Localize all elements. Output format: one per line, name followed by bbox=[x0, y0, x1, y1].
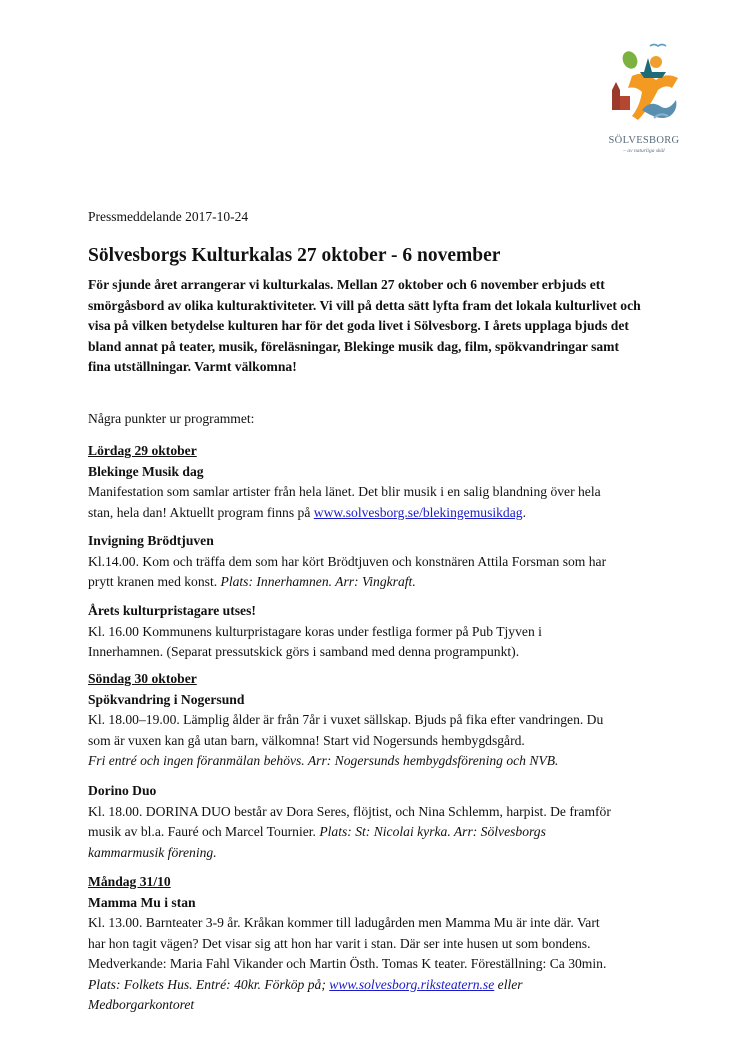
municipality-logo bbox=[598, 40, 690, 162]
event-text: Innerhamnen. (Separat pressutskick görs i samband med denna programpunkt). bbox=[88, 644, 520, 659]
event-venue: kammarmusik förening. bbox=[88, 844, 217, 860]
points-intro: Några punkter ur programmet: bbox=[88, 411, 255, 426]
event-title: Invigning Brödtjuven bbox=[88, 533, 214, 548]
event-title: Spökvandring i Nogersund bbox=[88, 691, 245, 707]
event-venue bbox=[88, 975, 678, 996]
event-text: Kl. 18.00–19.00. Lämplig ålder är från 7år i vuxet sällskap. Bjuds på fika efter vandringen. Du bbox=[88, 712, 604, 727]
event-block-brodtjuven bbox=[88, 531, 678, 593]
event-block-mamma-mu bbox=[88, 872, 678, 1016]
page-title: Sölvesborgs Kulturkalas 27 oktober - 6 november bbox=[88, 245, 501, 266]
solvesborg-emblem-icon bbox=[598, 40, 690, 135]
event-text-part: prytt kranen med konst. bbox=[88, 574, 221, 589]
riksteatern-link[interactable]: www.solvesborg.riksteatern.se bbox=[329, 976, 495, 992]
event-text bbox=[88, 572, 678, 593]
event-text bbox=[88, 822, 678, 843]
day-heading: Måndag 31/10 bbox=[88, 874, 171, 889]
event-text: Kl. 13.00. Barnteater 3-9 år. Kråkan kommer till ladugården men Mamma Mu är inte där. Vart bbox=[88, 915, 600, 930]
day-heading: Lördag 29 oktober bbox=[88, 443, 197, 458]
press-release-date: Pressmeddelande 2017-10-24 bbox=[88, 209, 249, 224]
event-text: Manifestation som samlar artister från hela länet. Det blir musik i en salig blandning över hela bbox=[88, 484, 601, 499]
event-title: Mamma Mu i stan bbox=[88, 894, 196, 910]
event-venue: Medborgarkontoret bbox=[88, 997, 195, 1012]
intro-line: visa på vilken betydelse kulturen har för det goda livet i Sölvesborg. I årets upplaga bjuds det bbox=[88, 318, 629, 333]
intro-line: smörgåsbord av olika kulturaktiviteter. Vi vill på detta sätt lyfta fram det lokala kulturlivet och bbox=[88, 297, 641, 313]
event-text: Kl.14.00. Kom och träffa dem som har kört Brödtjuven och konstnären Attila Forsman som har bbox=[88, 553, 607, 569]
event-text-part: musik av bl.a. Fauré och Marcel Tournier. bbox=[88, 824, 320, 839]
event-text: Kl. 18.00. DORINA DUO består av Dora Seres, flöjtist, och Nina Schlemm, harpist. De framför bbox=[88, 803, 611, 819]
event-text-part: . bbox=[522, 504, 526, 520]
intro-line: För sjunde året arrangerar vi kulturkalas. Mellan 27 oktober och 6 november erbjuds ett bbox=[88, 277, 605, 292]
event-text-part: eller bbox=[494, 976, 523, 992]
event-text: har hon tagit vägen? Det visar sig att hon har varit i stan. Där ser inte husen ut som bondens. bbox=[88, 935, 591, 951]
event-venue: Plats: St: Nicolai kyrka. Arr: Sölvesborgs bbox=[319, 824, 546, 839]
event-venue: Plats: Innerhamnen. Arr: Vingkraft. bbox=[220, 574, 416, 589]
event-title: Dorino Duo bbox=[88, 783, 157, 798]
event-text: som är vuxen kan gå utan barn, välkomna! Start vid Nogersunds hembygdsgård. bbox=[88, 732, 525, 748]
intro-line: bland annat på teater, musik, föreläsningar, Blekinge musik dag, film, spökvandringar samt bbox=[88, 338, 620, 354]
event-text: Kl. 16.00 Kommunens kulturpristagare koras under festliga former på Pub Tjyven i bbox=[88, 623, 542, 639]
event-text: Medverkande: Maria Fahl Vikander och Martin Östh. Tomas K teater. Föreställning: Ca 30min. bbox=[88, 956, 607, 971]
logo-tagline: – av naturliga skäl bbox=[623, 148, 665, 154]
event-block-spokvandring bbox=[88, 669, 678, 772]
event-text-part: Plats: Folkets Hus. Entré: 40kr. Förköp på; bbox=[88, 976, 330, 992]
event-text bbox=[88, 503, 678, 524]
event-text-part: stan, hela dan! Aktuellt program finns på bbox=[88, 504, 314, 520]
intro-paragraph bbox=[88, 275, 668, 378]
intro-line: fina utställningar. Varmt välkomna! bbox=[88, 359, 297, 374]
event-block-kulturpristagare bbox=[88, 601, 678, 663]
logo-name: SÖLVESBORG bbox=[608, 135, 680, 146]
event-title: Blekinge Musik dag bbox=[88, 463, 204, 479]
blekinge-musikdag-link[interactable]: www.solvesborg.se/blekingemusikdag bbox=[313, 504, 523, 520]
event-title: Årets kulturpristagare utses! bbox=[88, 603, 256, 618]
event-venue: Fri entré och ingen föranmälan behövs. Arr: Nogersunds hembygdsförening och NVB. bbox=[88, 753, 559, 768]
day-heading: Söndag 30 oktober bbox=[88, 671, 197, 686]
event-block-musik-dag bbox=[88, 441, 678, 523]
event-block-dorino-duo bbox=[88, 781, 678, 863]
